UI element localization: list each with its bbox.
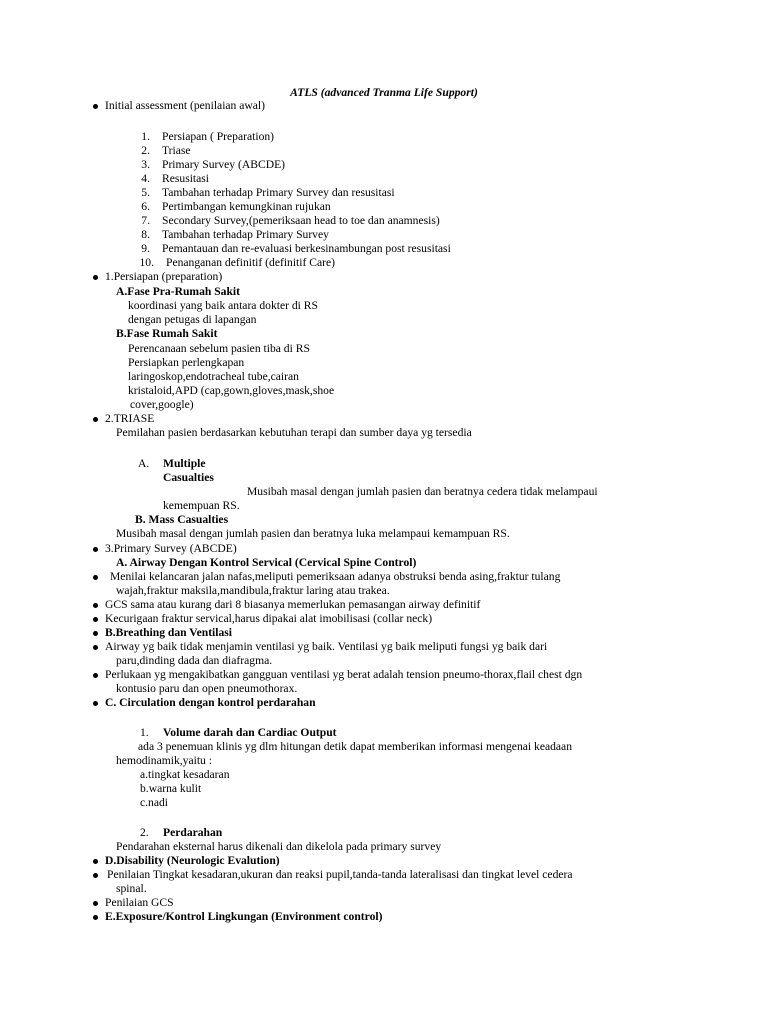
body-line: kontusio paru dan open pneumothorax. (116, 682, 298, 695)
body-line: laringoskop,endotracheal tube,cairan (128, 370, 299, 383)
bullet-icon (93, 603, 98, 608)
list-label: 1. (140, 726, 149, 739)
breathing-title: B.Breathing dan Ventilasi (105, 626, 233, 639)
multiple-casualties-title: Multiple (163, 457, 206, 470)
body-line: hemodinamik,yaitu : (116, 754, 212, 767)
step-number: 8. (141, 228, 150, 241)
bullet-icon (93, 617, 98, 622)
list-label: A. (138, 457, 150, 470)
intro-bullet-text: Initial assessment (penilaian awal) (105, 99, 266, 112)
step-text: Triase (162, 144, 191, 157)
step-text: Penanganan definitif (definitif Care) (166, 256, 336, 269)
body-line: a.tingkat kesadaran (140, 768, 230, 781)
body-line: GCS sama atau kurang dari 8 biasanya memerlukan pemasangan airway definitif (105, 598, 481, 611)
body-line: kristaloid,APD (cap,gown,gloves,mask,shoe (128, 384, 335, 397)
step-number: 9. (141, 242, 150, 255)
fase-pra-rs-title: A.Fase Pra-Rumah Sakit (116, 285, 240, 298)
bullet-icon (93, 631, 98, 636)
step-number: 5. (141, 186, 150, 199)
step-number: 4. (141, 172, 150, 185)
exposure-title: E.Exposure/Kontrol Lingkungan (Environment control) (105, 910, 383, 923)
body-line: ada 3 penemuan klinis yg dlm hitungan detik dapat memberikan informasi mengenai keadaan (138, 740, 572, 753)
volume-darah-title: Volume darah dan Cardiac Output (163, 726, 337, 739)
body-line: b.warna kulit (140, 782, 202, 795)
step-number: 10. (139, 256, 154, 269)
body-line: Pemilahan pasien berdasarkan kebutuhan terapi dan sumber daya yg tersedia (116, 426, 472, 439)
step-text: Resusitasi (162, 172, 210, 185)
primary-survey-heading: 3.Primary Survey (ABCDE) (105, 542, 237, 555)
step-number: 2. (141, 144, 150, 157)
body-line: dengan petugas di lapangan (128, 313, 257, 326)
bullet-icon (93, 275, 98, 280)
bullet-icon (93, 417, 98, 422)
bullet-icon (93, 859, 98, 864)
body-line: cover,google) (130, 398, 194, 411)
bullet-icon (93, 915, 98, 920)
step-number: 1. (141, 130, 150, 143)
body-line: Musibah masal dengan jumlah pasien dan beratnya luka melampaui kemampuan RS. (116, 527, 510, 540)
list-label: 2. (140, 826, 149, 839)
bullet-icon (93, 673, 98, 678)
bullet-icon (93, 701, 98, 706)
step-text: Pertimbangan kemungkinan rujukan (162, 200, 331, 213)
body-line: Perlukaan yg mengakibatkan gangguan ventilasi yg berat adalah tension pneumo-thorax,flail chest dgn (105, 668, 583, 681)
body-line: wajah,fraktur maksila,mandibula,fraktur laring atau trakea. (116, 584, 390, 597)
document-title: ATLS (advanced Tranma Life Support) (290, 86, 478, 99)
step-text: Tambahan terhadap Primary Survey dan resusitasi (162, 186, 395, 199)
perdarahan-title: Perdarahan (163, 826, 223, 839)
bullet-icon (93, 901, 98, 906)
body-line: Perencanaan sebelum pasien tiba di RS (128, 342, 310, 355)
step-number: 3. (141, 158, 150, 171)
step-text: Persiapan ( Preparation) (162, 130, 275, 143)
body-line: c.nadi (140, 796, 169, 809)
step-text: Pemantauan dan re-evaluasi berkesinambungan post resusitasi (162, 242, 451, 255)
bullet-icon (93, 547, 98, 552)
body-line: Musibah masal dengan jumlah pasien dan beratnya cedera tidak melampaui (247, 485, 598, 498)
bullet-icon (93, 575, 98, 580)
body-line: Kecurigaan fraktur servical,harus dipakai alat imobilisasi (collar neck) (105, 612, 433, 625)
triase-heading: 2.TRIASE (105, 412, 155, 425)
step-text: Primary Survey (ABCDE) (162, 158, 286, 171)
step-number: 7. (141, 214, 150, 227)
step-number: 6. (141, 200, 150, 213)
step-text: Tambahan terhadap Primary Survey (162, 228, 329, 241)
bullet-icon (93, 645, 98, 650)
body-line: Penilaian Tingkat kesadaran,ukuran dan reaksi pupil,tanda-tanda lateralisasi dan tingkat level cedera (107, 868, 573, 881)
body-line: paru,dinding dada dan diafragma. (116, 654, 273, 667)
body-line: Pendarahan eksternal harus dikenali dan dikelola pada primary survey (116, 840, 442, 853)
body-line: Persiapkan perlengkapan (128, 356, 245, 369)
bullet-icon (93, 104, 98, 109)
step-text: Secondary Survey,(pemeriksaan head to toe dan anamnesis) (162, 214, 440, 227)
fase-rs-title: B.Fase Rumah Sakit (116, 327, 218, 340)
body-line: Airway yg baik tidak menjamin ventilasi yg baik. Ventilasi yg baik meliputi fungsi yg baik dari (105, 640, 548, 653)
circulation-title: C. Circulation dengan kontrol perdarahan (105, 696, 316, 709)
body-line: spinal. (116, 882, 147, 895)
multiple-casualties-title-cont: Casualties (163, 471, 214, 484)
bullet-icon (93, 873, 98, 878)
body-line: Penilaian GCS (105, 896, 174, 909)
body-line: Menilai kelancaran jalan nafas,meliputi pemeriksaan adanya obstruksi benda asing,fraktur tulang (110, 570, 561, 583)
persiapan-heading: 1.Persiapan (preparation) (105, 270, 223, 283)
mass-casualties-title: B. Mass Casualties (135, 513, 229, 526)
body-line: kemempuan RS. (163, 499, 240, 512)
disability-title: D.Disability (Neurologic Evalution) (105, 854, 280, 867)
airway-title: A. Airway Dengan Kontrol Servical (Cervical Spine Control) (116, 556, 417, 569)
body-line: koordinasi yang baik antara dokter di RS (128, 299, 318, 312)
